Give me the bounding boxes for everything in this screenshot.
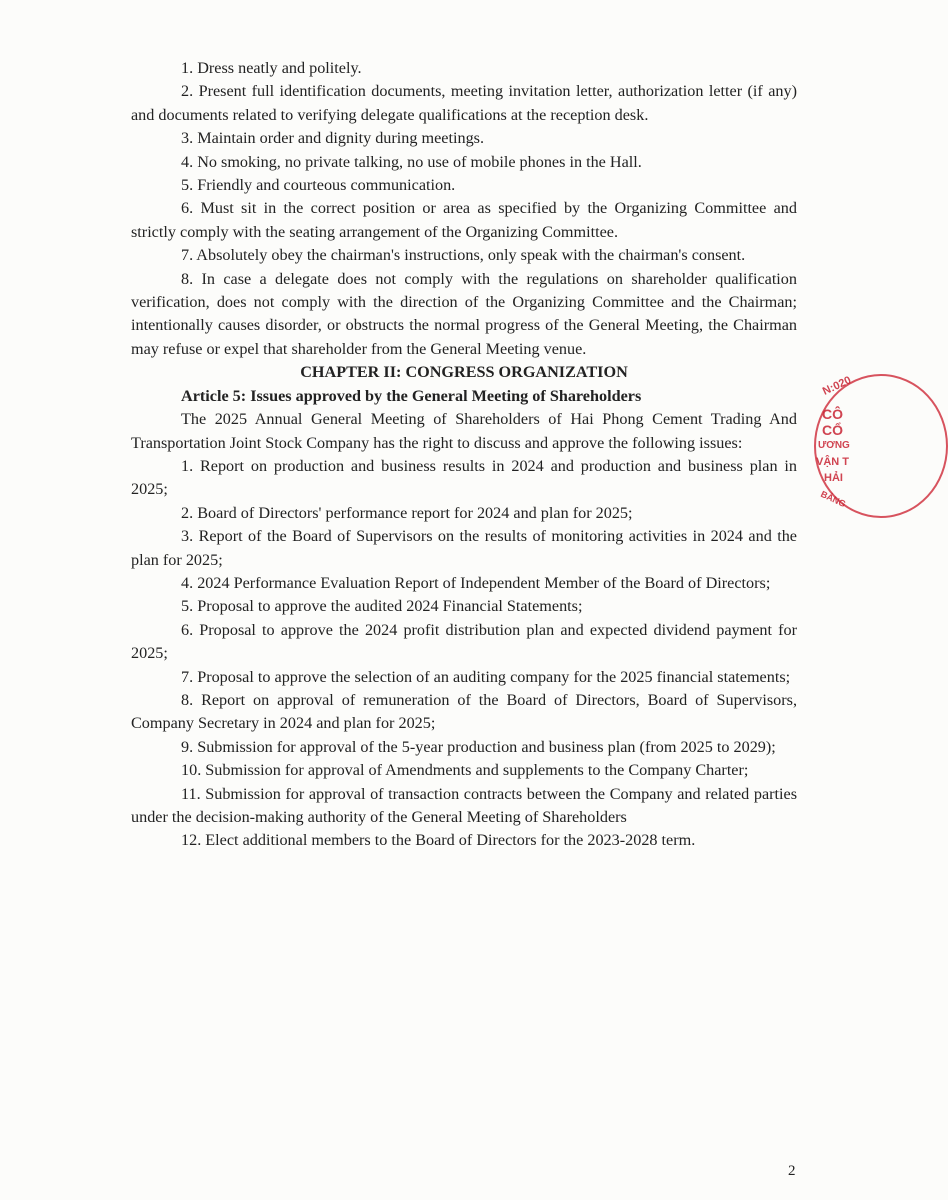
rule-item: 3. Maintain order and dignity during meetings. [181,129,485,148]
seal-text: CÔ [822,406,843,422]
rule-item: 1. Dress neatly and politely. [181,59,362,77]
rule-item: 2. Present full identification documents, meeting invitation letter, authorization letter (if any) and documents related to verifying delegate qualifications at the reception desk. [131,82,797,124]
article-intro: The 2025 Annual General Meeting of Shareholders of Hai Phong Cement Trading And Transportation Joint Stock Company has the right to discuss and approve the following issues: [131,410,797,452]
issue-item: 1. Report on production and business results in 2024 and production and business plan in 2025; [131,456,797,499]
document-body [131,57,797,853]
issue-item: 10. Submission for approval of Amendments and supplements to the Company Charter; [181,761,749,780]
issue-item: 11. Submission for approval of transaction contracts between the Company and related parties under the decision-making authority of the General Meeting of Shareholders [131,784,797,826]
rule-item: 5. Friendly and courteous communication. [181,176,456,195]
seal-text: HẢI [824,472,843,484]
issue-item: 8. Report on approval of remuneration of the Board of Directors, Board of Supervisors, Company Secretary in 2024 and plan for 2025; [131,690,797,733]
company-seal-stamp [808,368,908,528]
issue-item: 5. Proposal to approve the audited 2024 Financial Statements; [181,597,583,616]
issue-item: 4. 2024 Performance Evaluation Report of Independent Member of the Board of Directors; [181,573,771,592]
issue-item: 2. Board of Directors' performance report for 2024 and plan for 2025; [181,503,633,522]
issue-item: 12. Elect additional members to the Board of Directors for the 2023-2028 term. [181,831,696,850]
seal-text: BẢNG [819,488,848,510]
rule-item: 6. Must sit in the correct position or area as specified by the Organizing Committee and strictly comply with the seating arrangement of the Organizing Committee. [131,199,797,241]
article-heading: Article 5: Issues approved by the General Meeting of Shareholders [181,386,642,405]
issue-item: 3. Report of the Board of Supervisors on the results of monitoring activities in 2024 and the plan for 2025; [131,527,797,569]
seal-text: CỔ [822,422,843,438]
seal-text: VẬN T [816,456,849,468]
issue-item: 7. Proposal to approve the selection of an auditing company for the 2025 financial statements; [181,667,791,686]
issue-item: 6. Proposal to approve the 2024 profit distribution plan and expected dividend payment for 2025; [131,620,797,663]
page-number: 2 [788,1163,796,1179]
rule-item: 8. In case a delegate does not comply with the regulations on shareholder qualification verification, does not comply with the direction of the Organizing Committee and the Chairman; intentionally causes disorder, or obstructs the normal progress of the General Meeting, the Chairman may refuse or expel that shareholder from the General Meeting venue. [131,269,797,358]
seal-text: ƯƠNG [818,440,850,451]
issue-item: 9. Submission for approval of the 5-year production and business plan (from 2025 to 2029); [181,737,776,756]
chapter-heading: CHAPTER II: CONGRESS ORGANIZATION [300,363,628,382]
rule-item: 7. Absolutely obey the chairman's instructions, only speak with the chairman's consent. [181,246,746,265]
seal-text: N:020 [820,374,854,398]
rule-item: 4. No smoking, no private talking, no use of mobile phones in the Hall. [181,152,642,171]
